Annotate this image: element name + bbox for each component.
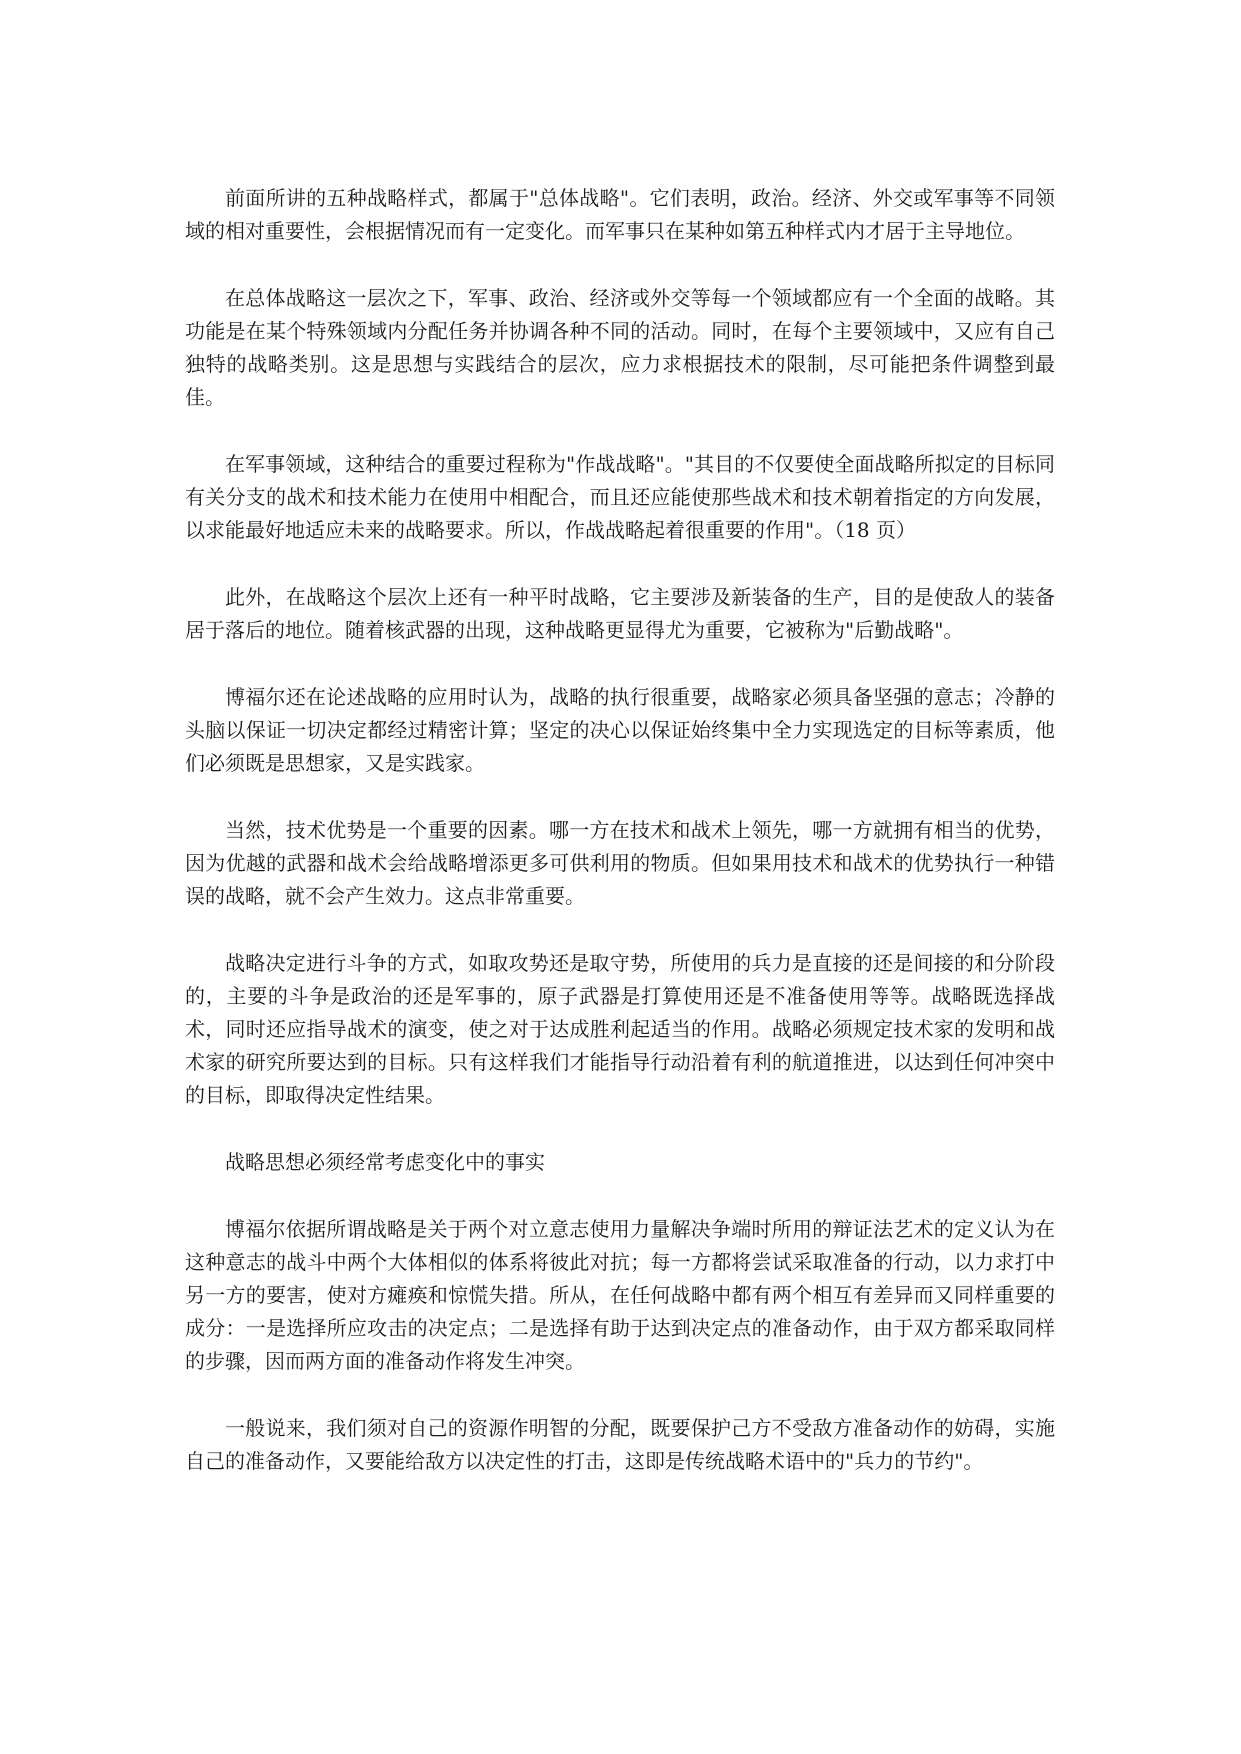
section-heading: 战略思想必须经常考虑变化中的事实 [225,1150,545,1174]
paragraph-total-strategy: 前面所讲的五种战略样式，都属于"总体战略"。它们表明，政治。经济、外交或军事等不同领域的相对重要性，会根据情况而有一定变化。而军事只在某种如第五种样式内才居于主导地位。 [185,186,1055,243]
paragraph-field-strategy: 在总体战略这一层次之下，军事、政治、经济或外交等每一个领域都应有一个全面的战略。其功能是在某个特殊领域内分配任务并协调各种不同的活动。同时，在每个主要领域中，又应有自己独特的战略类别。这是思想与实践结合的层次，应力求根据技术的限制，尽可能把条件调整到最佳。 [185,286,1055,409]
paragraph-technical-superiority: 当然，技术优势是一个重要的因素。哪一方在技术和战术上领先，哪一方就拥有相当的优势，因为优越的武器和战术会给战略增添更多可供利用的物质。但如果用技术和战术的优势执行一种错误的战略，就不会产生效力。这点非常重要。 [185,818,1055,908]
paragraph-mode-of-struggle: 战略决定进行斗争的方式，如取攻势还是取守势，所使用的兵力是直接的还是间接的和分阶段的，主要的斗争是政治的还是军事的，原子武器是打算使用还是不准备使用等等。战略既选择战术，同时还应指导战术的演变，使之对于达成胜利起适当的作用。战略必须规定技术家的发明和战术家的研究所要达到的目标。只有这样我们才能指导行动沿着有利的航道推进，以达到任何冲突中的目标，即取得决定性结果。 [185,951,1055,1107]
paragraph-logistics-strategy: 此外，在战略这个层次上还有一种平时战略，它主要涉及新装备的生产，目的是使敌人的装备居于落后的地位。随着核武器的出现，这种战略更显得尤为重要，它被称为"后勤战略"。 [185,585,1055,642]
document-page [185,182,1055,1512]
paragraph-economy-of-force: 一般说来，我们须对自己的资源作明智的分配，既要保护己方不受敌方准备动作的妨碍，实施自己的准备动作，又要能给敌方以决定性的打击，这即是传统战略术语中的"兵力的节约"。 [185,1416,1055,1473]
paragraph-strategist-qualities: 博福尔还在论述战略的应用时认为，战略的执行很重要，战略家必须具备坚强的意志；冷静的头脑以保证一切决定都经过精密计算；坚定的决心以保证始终集中全力实现选定的目标等素质，他们必须既是思想家，又是实践家。 [185,685,1055,775]
paragraph-operational-strategy: 在军事领域，这种结合的重要过程称为"作战战略"。"其目的不仅要使全面战略所拟定的目标同有关分支的战术和技术能力在使用中相配合，而且还应能使那些战术和技术朝着指定的方向发展，以求能最好地适应未来的战略要求。所以，作战战略起着很重要的作用"。（18 页） [185,452,1055,542]
paragraph-dialectic-of-wills: 博福尔依据所谓战略是关于两个对立意志使用力量解决争端时所用的辩证法艺术的定义认为在这种意志的战斗中两个大体相似的体系将彼此对抗；每一方都将尝试采取准备的行动，以力求打中另一方的要害，使对方瘫痪和惊慌失措。所从，在任何战略中都有两个相互有差异而又同样重要的成分：一是选择所应攻击的决定点；二是选择有助于达到决定点的准备动作，由于双方都采取同样的步骤，因而两方面的准备动作将发生冲突。 [185,1217,1055,1373]
